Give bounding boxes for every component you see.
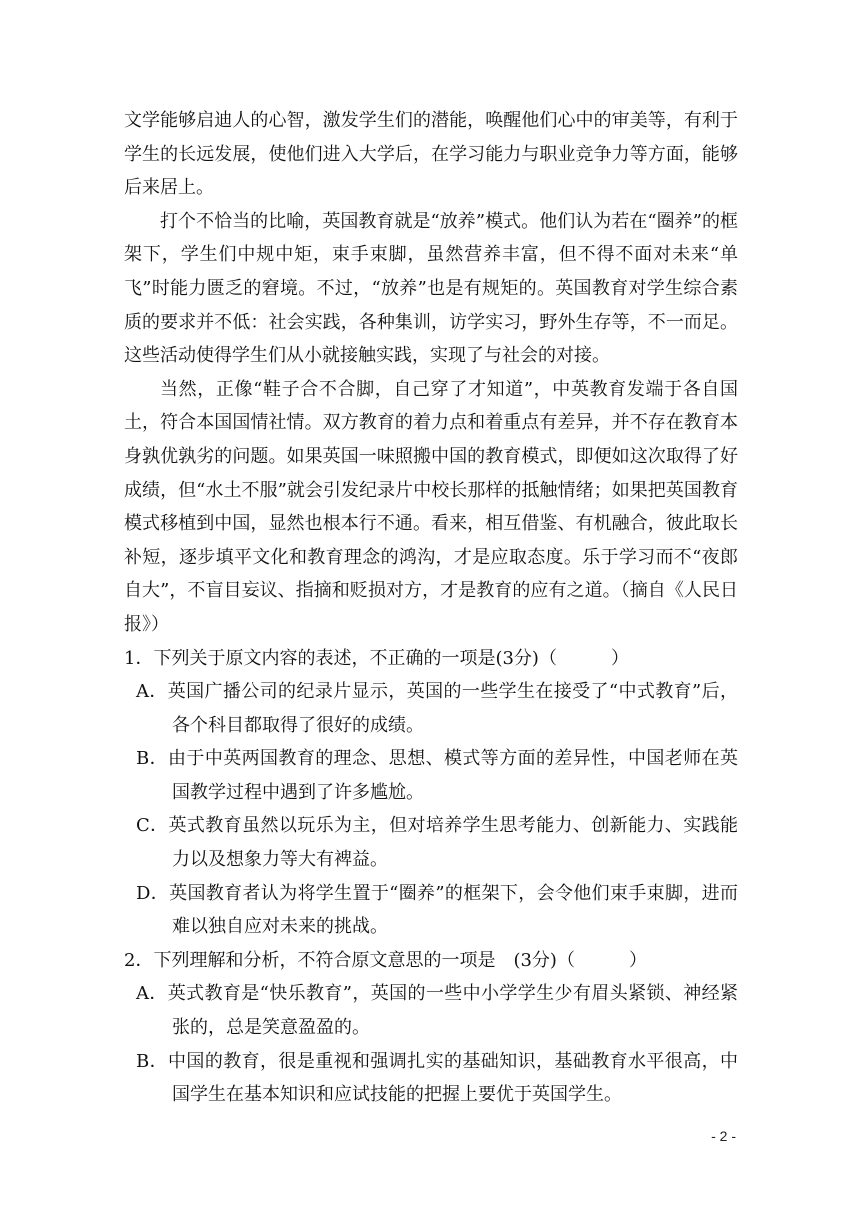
paragraph: 文学能够启迪人的心智，激发学生们的潜能，唤醒他们心中的审美等，有利于学生的长远发展，使他们进入大学后，在学习能力与职业竞争力等方面，能够后来居上。 xyxy=(124,110,738,199)
page-number: - 2 - xyxy=(711,1128,736,1144)
paragraph: 打个不恰当的比喻，英国教育就是“放养”模式。他们认为若在“圈养”的框架下，学生们中规中矩，束手束脚，虽然营养丰富，但不得不面对未来“单飞”时能力匮乏的窘境。不过，“放养”也是有规矩的。英国教育对学生综合素质的要求并不低：社会实践，各种集训，访学实习，野外生存等，不一而足。这些活动使得学生们从小就接触实践，实现了与社会的对接。 xyxy=(124,210,738,367)
option-b: B．中国的教育，很是重视和强调扎实的基础知识，基础教育水平很高，中国学生在基本知识和应试技能的把握上要优于英国学生。 xyxy=(136,1050,738,1106)
paragraph: 当然，正像“鞋子合不合脚，自己穿了才知道”，中英教育发端于各自国土，符合本国国情社情。双方教育的着力点和着重点有差异，并不存在教育本身孰优孰劣的问题。如果英国一味照搬中国的教育模式，即便如这次取得了好成绩，但“水土不服”就会引发纪录片中校长那样的抵触情绪；如果把英国教育模式移植到中国，显然也根本行不通。看来，相互借鉴、有机融合，彼此取长补短，逐步填平文化和教育理念的鸿沟，才是应取态度。乐于学习而不“夜郎自大”，不盲目妄议、指摘和贬损对方，才是教育的应有之道。（摘自《人民日报》） xyxy=(124,378,738,635)
option-b: B．由于中英两国教育的理念、思想、模式等方面的差异性，中国老师在英国教学过程中遇到了许多尴尬。 xyxy=(136,748,738,803)
question-stem: 2．下列理解和分析，不符合原文意思的一项是 (3分)（ ） xyxy=(124,949,647,971)
question-1 xyxy=(124,642,738,944)
option-d: D．英国教育者认为将学生置于“圈养”的框架下，会令他们束手束脚，进而难以独自应对未来的挑战。 xyxy=(136,882,738,938)
question-stem: 1．下列关于原文内容的表述，不正确的一项是(3分)（ ） xyxy=(124,647,629,669)
question-2 xyxy=(124,944,738,1112)
option-a: A．英国广播公司的纪录片显示，英国的一些学生在接受了“中式教育”后，各个科目都取得了很好的成绩。 xyxy=(136,681,738,736)
option-c: C．英式教育虽然以玩乐为主，但对培养学生思考能力、创新能力、实践能力以及想象力等大有裨益。 xyxy=(136,815,738,871)
option-a: A．英式教育是“快乐教育”，英国的一些中小学学生少有眉头紧锁、神经紧张的，总是笑意盈盈的。 xyxy=(136,983,738,1039)
page-body xyxy=(124,104,738,1112)
